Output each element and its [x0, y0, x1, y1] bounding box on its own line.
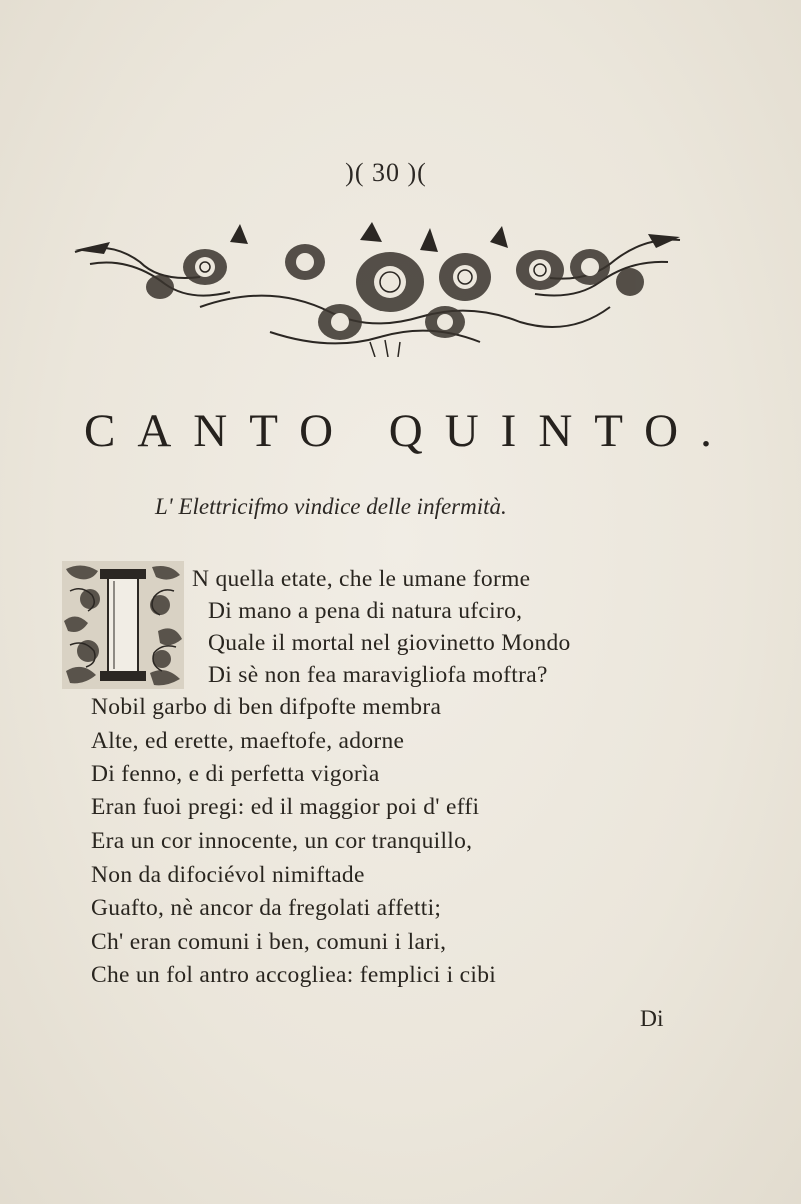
catchword: Di [640, 1006, 664, 1032]
verse-line: Ch' eran comuni i ben, comuni i lari, [91, 929, 447, 955]
verse-line: Alte, ed erette, maeftofe, adorne [91, 728, 405, 754]
verse-line: Quale il mortal nel giovinetto Mondo [208, 630, 571, 656]
verse-line: Non da difociévol nimiftade [91, 862, 365, 888]
page-number: )( 30 )( [345, 158, 427, 187]
decorated-initial-icon [62, 561, 184, 689]
verse-line: Nobil garbo di ben difpofte membra [91, 694, 442, 720]
canto-title: CANTO QUINTO. [84, 405, 734, 457]
verse-line: Di mano a pena di natura ufciro, [208, 598, 523, 624]
verse-line: Eran fuoi pregi: ed il maggior poi d' effi [91, 794, 480, 820]
verse-line: N quella etate, che le umane forme [192, 566, 531, 592]
chapter-subtitle: L' Elettricifmo vindice delle infermità. [155, 494, 507, 519]
verse-line: Di fenno, e di perfetta vigorìa [91, 761, 380, 787]
floral-garland-icon [70, 222, 685, 357]
verse-line: Che un fol antro accogliea: femplici i cibi [91, 962, 497, 988]
verse-line: Era un cor innocente, un cor tranquillo, [91, 828, 473, 854]
verse-line: Di sè non fea maravigliofa moftra? [208, 662, 548, 688]
verse-line: Guafto, nè ancor da fregolati affetti; [91, 895, 442, 921]
